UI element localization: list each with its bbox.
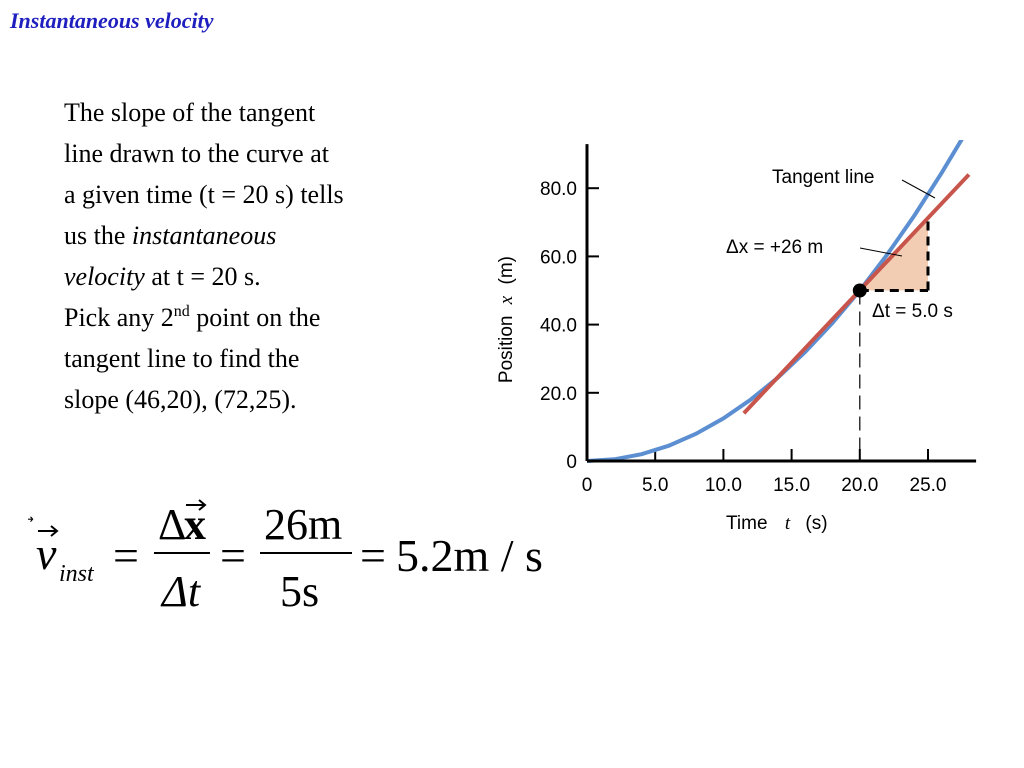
explanation-paragraph — [64, 92, 444, 420]
x-axis-label — [726, 513, 828, 534]
superscript: nd — [173, 303, 190, 320]
text-line: tangent line to find the — [64, 344, 300, 373]
ticks-layer — [540, 179, 946, 496]
formula-frac1-den: Δt — [162, 567, 201, 616]
tangent-point — [853, 284, 867, 298]
text-line — [64, 256, 444, 297]
text-span: at t = 20 s. — [144, 262, 261, 291]
emphasis-text: velocity — [64, 262, 145, 291]
formula-equals: = — [220, 530, 246, 581]
delta-x-label: Δx = +26 m — [726, 237, 824, 258]
text-line: a given time (t = 20 s) tells — [64, 180, 344, 209]
y-tick-label: 40.0 — [540, 315, 577, 337]
velocity-formula — [28, 495, 588, 620]
vector-arrow-icon — [28, 516, 34, 522]
x-tick-label: 20.0 — [841, 475, 879, 496]
formula-frac1-num-delta: Δ — [158, 500, 187, 549]
x-axis-label-var: t — [784, 513, 791, 534]
delta-t-label: Δt = 5.0 s — [872, 301, 953, 322]
text-line — [64, 297, 444, 338]
x-axis-label-name: Time — [726, 513, 768, 534]
y-tick-label: 80.0 — [540, 179, 577, 201]
text-line: The slope of the tangent — [64, 98, 316, 127]
text-line — [64, 215, 444, 256]
text-span: us the — [64, 221, 132, 250]
y-tick-label: 20.0 — [540, 383, 577, 405]
formula-equals: = — [113, 530, 139, 581]
formula-frac2-den: 5s — [280, 567, 320, 616]
text-line: slope (46,20), (72,25). — [64, 385, 297, 414]
formula-frac2-num: 26m — [264, 500, 343, 549]
y-axis-label — [496, 256, 517, 383]
text-line: line drawn to the curve at — [64, 139, 329, 168]
y-tick-label: 0 — [566, 452, 577, 473]
slide-title: Instantaneous velocity — [10, 8, 214, 33]
y-axis-label-var: x — [496, 295, 517, 305]
x-tick-label: 15.0 — [773, 475, 811, 496]
x-tick-label: 0 — [581, 475, 593, 496]
emphasis-text: instantaneous — [131, 221, 277, 250]
text-span: Pick any 2 — [64, 303, 174, 332]
formula-v: v — [36, 528, 57, 579]
x-axis-label-unit: (s) — [805, 513, 828, 534]
formula-equals: = — [360, 530, 386, 581]
y-axis-label-name: Position — [496, 315, 517, 384]
y-axis-label-unit: (m) — [496, 256, 517, 285]
x-tick-label: 5.0 — [641, 475, 669, 496]
tangent-line-label: Tangent line — [772, 167, 875, 188]
position-time-chart — [470, 140, 1000, 550]
formula-result: 5.2m / s — [396, 530, 543, 581]
y-tick-label: 60.0 — [540, 247, 577, 269]
x-tick-label: 25.0 — [909, 475, 947, 496]
formula-frac1-num-x: x — [184, 500, 206, 549]
x-tick-label: 10.0 — [704, 475, 742, 496]
formula-v-subscript: inst — [59, 561, 94, 587]
text-span: point on the — [189, 303, 321, 332]
